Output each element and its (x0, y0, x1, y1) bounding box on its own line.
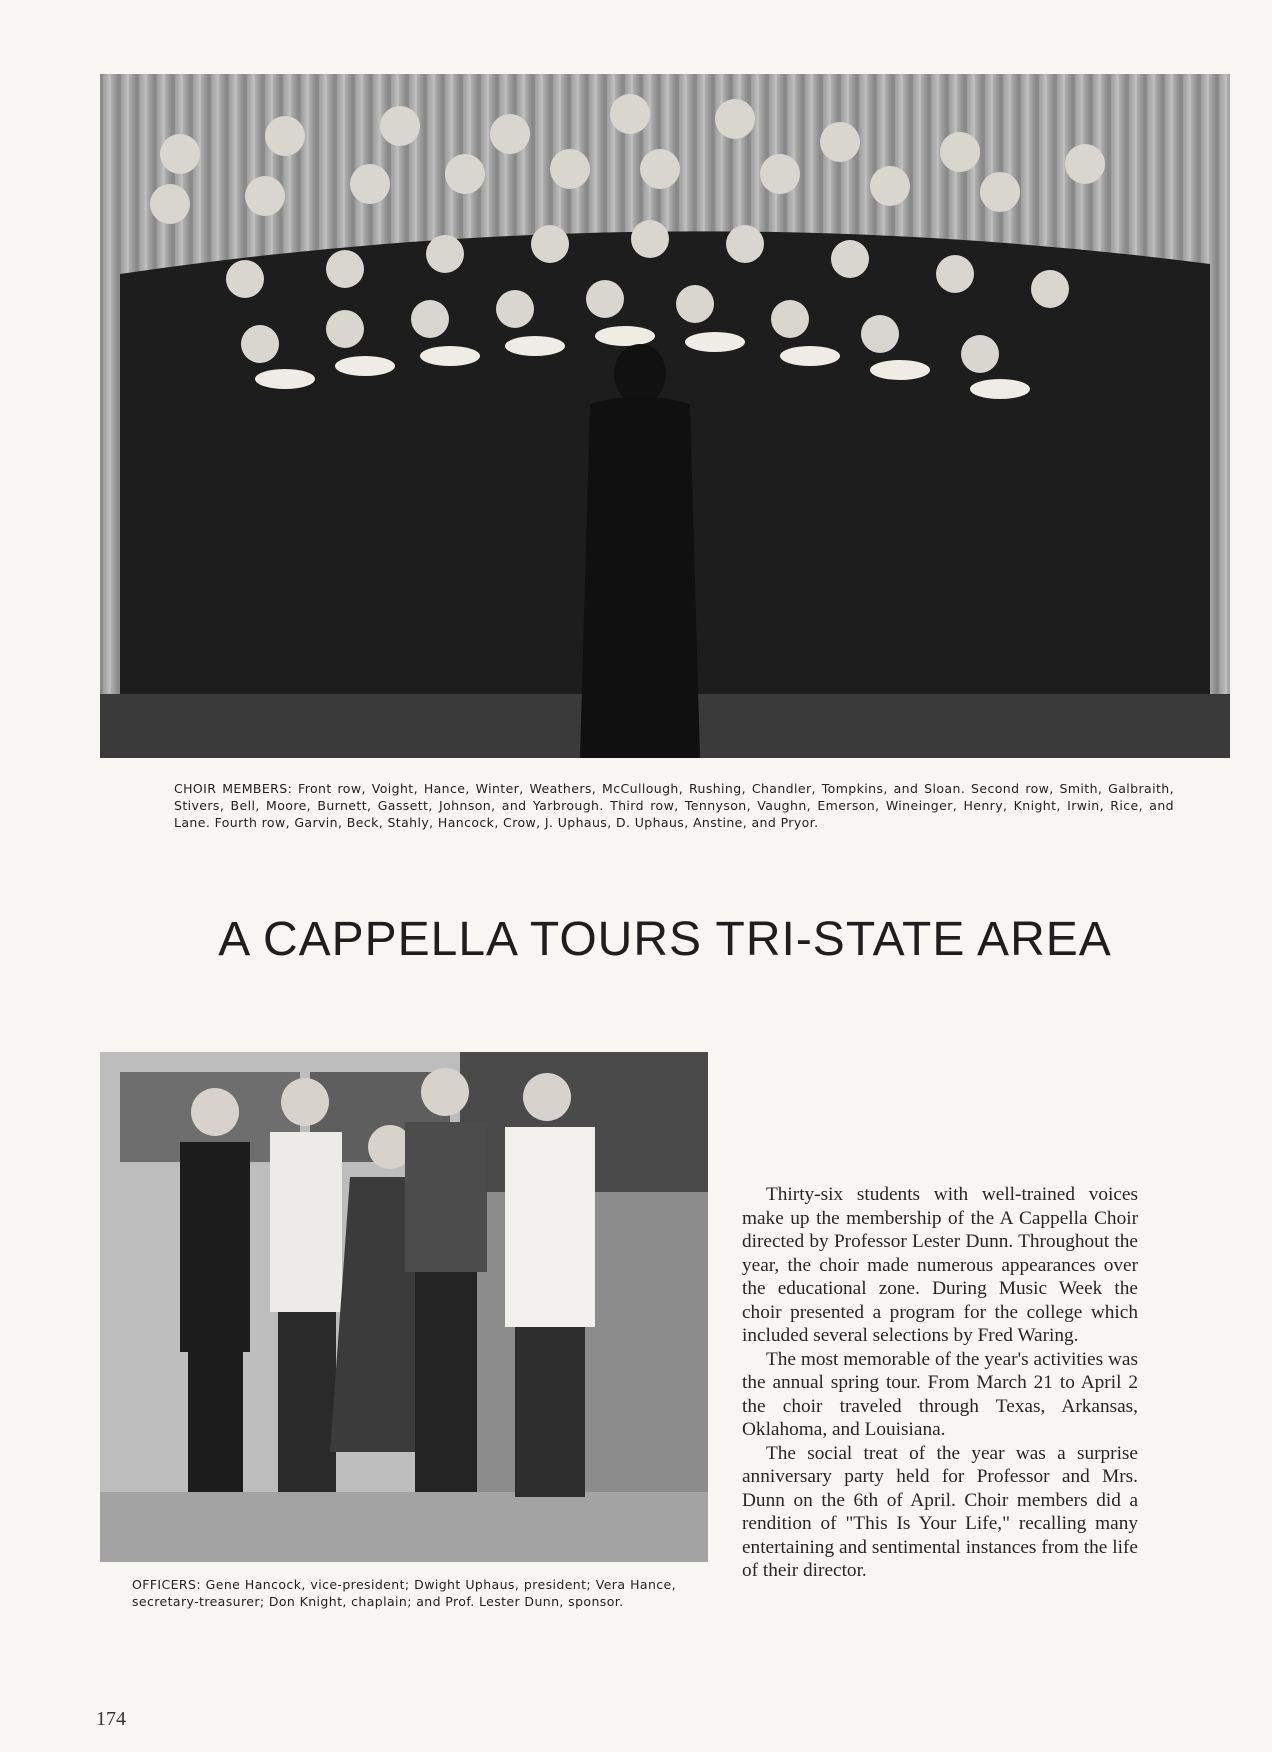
page-headline: A CAPPELLA TOURS TRI-STATE AREA (218, 913, 1112, 966)
choir-photo (100, 74, 1230, 758)
body-paragraph: The most memorable of the year's activities was the annual spring tour. From March 21 to April 2 the choir traveled through Texas, Arkansas, Oklahoma, and Louisiana. (742, 1348, 1138, 1440)
officers-caption: OFFICERS: Gene Hancock, vice-president; Dwight Uphaus, president; Vera Hance, secretary-treasurer; Don Knight, chaplain; and Prof. Lester Dunn, sponsor. (132, 1577, 676, 1609)
choir-caption: CHOIR MEMBERS: Front row, Voight, Hance, Winter, Weathers, McCullough, Rushing, Chandler, Tompkins, and Sloan. Second row, Smith, Galbraith, Stivers, Bell, Moore, Burnett, Gassett, Johnson, and Yarbrough. Third row, Tennyson, Vaughn, Emerson, Wineinger, Henry, Knight, Irwin, Rice, and Lane. Fourth row, Garvin, Beck, Stahly, Hancock, Crow, J. Uphaus, D. Uphaus, Anstine, and Pryor. (174, 781, 1174, 830)
body-paragraph: Thirty-six students with well-trained voices make up the membership of the A Cappella Choir directed by Professor Lester Dunn. Throughout the year, the choir made numerous appearances over the educational zone. During Music Week the choir presented a program for the college which included several selections by Fred Waring. (742, 1184, 1138, 1346)
article-body (742, 1183, 1138, 1583)
body-paragraph: The social treat of the year was a surprise anniversary party held for Professor and Mrs. Dunn on the 6th of April. Choir members did a rendition of "This Is Your Life," recalling many entertaining and sentimental instances from the life of their director. (742, 1442, 1138, 1581)
officers-photo (100, 1052, 708, 1562)
page-number: 174 (96, 1708, 126, 1730)
